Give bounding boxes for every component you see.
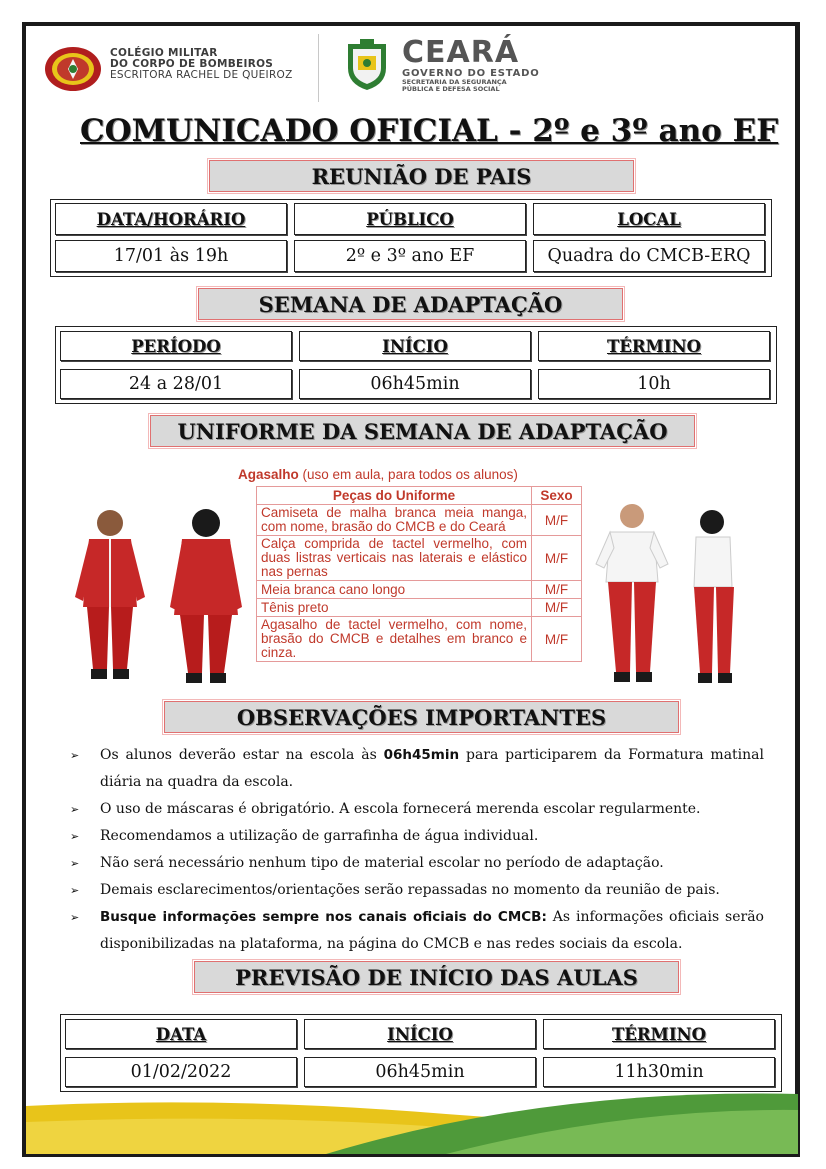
- aulas-header-date: DATA: [65, 1019, 297, 1049]
- adaptacao-value-start: 06h45min: [299, 369, 531, 399]
- school-name: [110, 48, 293, 81]
- uniform-col-sex: Sexo: [532, 487, 582, 505]
- state-secretariat-line-1: SECRETARIA DA SEGURANÇA: [402, 78, 507, 86]
- cmcb-logo-icon: [44, 40, 102, 98]
- adaptacao-header-end: TÉRMINO: [538, 331, 770, 361]
- aulas-heading: PREVISÃO DE INÍCIO DAS AULAS: [194, 961, 679, 993]
- school-line-2: DO CORPO DE BOMBEIROS: [110, 58, 274, 70]
- header: [40, 34, 560, 102]
- uniform-caption-rest: (uso em aula, para todos os alunos): [298, 467, 518, 482]
- footer-wave-decoration: [26, 1092, 798, 1154]
- uniform-table-header: [257, 487, 582, 505]
- reuniao-header-audience: PÚBLICO: [294, 203, 526, 235]
- table-row: [257, 581, 582, 599]
- uniform-piece: Camiseta de malha branca meia manga, com nome, brasão do CMCB e do Ceará: [257, 505, 532, 536]
- reuniao-heading: REUNIÃO DE PAIS: [209, 160, 634, 192]
- obs-item-6-bold: Busque informações sempre nos canais oficiais do CMCB:: [100, 909, 547, 925]
- list-item: [70, 796, 764, 823]
- list-item: [70, 823, 764, 850]
- uniform-section: [60, 462, 780, 692]
- state-secretariat-line-2: PÚBLICA E DEFESA SOCIAL: [402, 85, 500, 93]
- student-boy-front-photo: [65, 507, 155, 685]
- aulas-table: [60, 1014, 782, 1092]
- arrow-bullet-icon: ➢: [70, 884, 80, 897]
- reuniao-header-location: LOCAL: [533, 203, 765, 235]
- uniform-sex: M/F: [532, 505, 582, 536]
- obs-item-3: Recomendamos a utilização de garrafinha de água individual.: [100, 828, 539, 844]
- reuniao-value-location: Quadra do CMCB-ERQ: [533, 240, 765, 272]
- uniform-piece: Tênis preto: [257, 599, 532, 617]
- adaptacao-header-period: PERÍODO: [60, 331, 292, 361]
- obs-item-4: Não será necessário nenhum tipo de material escolar no período de adaptação.: [100, 855, 664, 871]
- state-logo-text: [402, 35, 540, 93]
- adaptacao-value-period: 24 a 28/01: [60, 369, 292, 399]
- uniform-piece: Meia branca cano longo: [257, 581, 532, 599]
- adaptacao-value-end: 10h: [538, 369, 770, 399]
- ceara-coat-of-arms-icon: [342, 38, 392, 92]
- table-row: [257, 617, 582, 662]
- page-title: COMUNICADO OFICIAL - 2º e 3º ano EF: [80, 113, 779, 149]
- reuniao-value-audience: 2º e 3º ano EF: [294, 240, 526, 272]
- table-row: [257, 505, 582, 536]
- arrow-bullet-icon: ➢: [70, 830, 80, 843]
- state-government: GOVERNO DO ESTADO: [402, 68, 540, 79]
- uniform-piece: Calça comprida de tactel vermelho, com duas listras verticais nas laterais e elástico nas pernas: [257, 536, 532, 581]
- student-boy-tshirt-photo: [590, 502, 675, 687]
- state-name: CEARÁ: [402, 35, 520, 70]
- adaptacao-heading: SEMANA DE ADAPTAÇÃO: [198, 288, 623, 320]
- arrow-bullet-icon: ➢: [70, 803, 80, 816]
- list-item: [70, 742, 764, 796]
- school-line-3: ESCRITORA RACHEL DE QUEIROZ: [110, 69, 293, 81]
- student-girl-back-photo: [158, 507, 253, 685]
- obs-item-2: O uso de máscaras é obrigatório. A escola fornecerá merenda escolar regularmente.: [100, 801, 701, 817]
- school-line-1: COLÉGIO MILITAR: [110, 47, 218, 59]
- arrow-bullet-icon: ➢: [70, 911, 80, 924]
- list-item: [70, 877, 764, 904]
- reuniao-header-date: DATA/HORÁRIO: [55, 203, 287, 235]
- aulas-value-date: 01/02/2022: [65, 1057, 297, 1087]
- uniform-col-piece: Peças do Uniforme: [257, 487, 532, 505]
- adaptacao-table: [55, 326, 777, 404]
- aulas-value-end: 11h30min: [543, 1057, 775, 1087]
- obs-item-5: Demais esclarecimentos/orientações serão repassadas no momento da reunião de pais.: [100, 882, 720, 898]
- obs-item-1-post: para participarem da Formatura matinal diária na quadra da escola.: [100, 747, 764, 790]
- uniform-table: [256, 486, 582, 662]
- student-girl-tshirt-photo: [678, 507, 753, 687]
- uniform-sex: M/F: [532, 581, 582, 599]
- observacoes-list: [70, 742, 764, 958]
- uniform-caption-bold: Agasalho: [238, 467, 299, 482]
- list-item: [70, 904, 764, 958]
- uniform-piece: Agasalho de tactel vermelho, com nome, brasão do CMCB e detalhes em branco e cinza.: [257, 617, 532, 662]
- table-row: [257, 536, 582, 581]
- obs-item-1-bold: 06h45min: [383, 747, 460, 763]
- uniforme-heading: UNIFORME DA SEMANA DE ADAPTAÇÃO: [150, 415, 695, 447]
- arrow-bullet-icon: ➢: [70, 857, 80, 870]
- aulas-header-start: INÍCIO: [304, 1019, 536, 1049]
- aulas-value-start: 06h45min: [304, 1057, 536, 1087]
- uniform-sex: M/F: [532, 617, 582, 662]
- uniform-caption: [238, 467, 518, 482]
- list-item: [70, 850, 764, 877]
- uniform-sex: M/F: [532, 599, 582, 617]
- reuniao-table: [50, 199, 772, 277]
- header-divider: [318, 34, 319, 102]
- adaptacao-header-start: INÍCIO: [299, 331, 531, 361]
- obs-item-6-post: As informações oficiais serão disponibilizadas na plataforma, na página do CMCB e nas redes sociais da escola.: [100, 909, 764, 952]
- obs-item-1-pre: Os alunos deverão estar na escola às: [100, 747, 384, 763]
- reuniao-value-date: 17/01 às 19h: [55, 240, 287, 272]
- table-row: [257, 599, 582, 617]
- uniform-sex: M/F: [532, 536, 582, 581]
- arrow-bullet-icon: ➢: [70, 749, 80, 762]
- aulas-header-end: TÉRMINO: [543, 1019, 775, 1049]
- observacoes-heading: OBSERVAÇÕES IMPORTANTES: [164, 701, 679, 733]
